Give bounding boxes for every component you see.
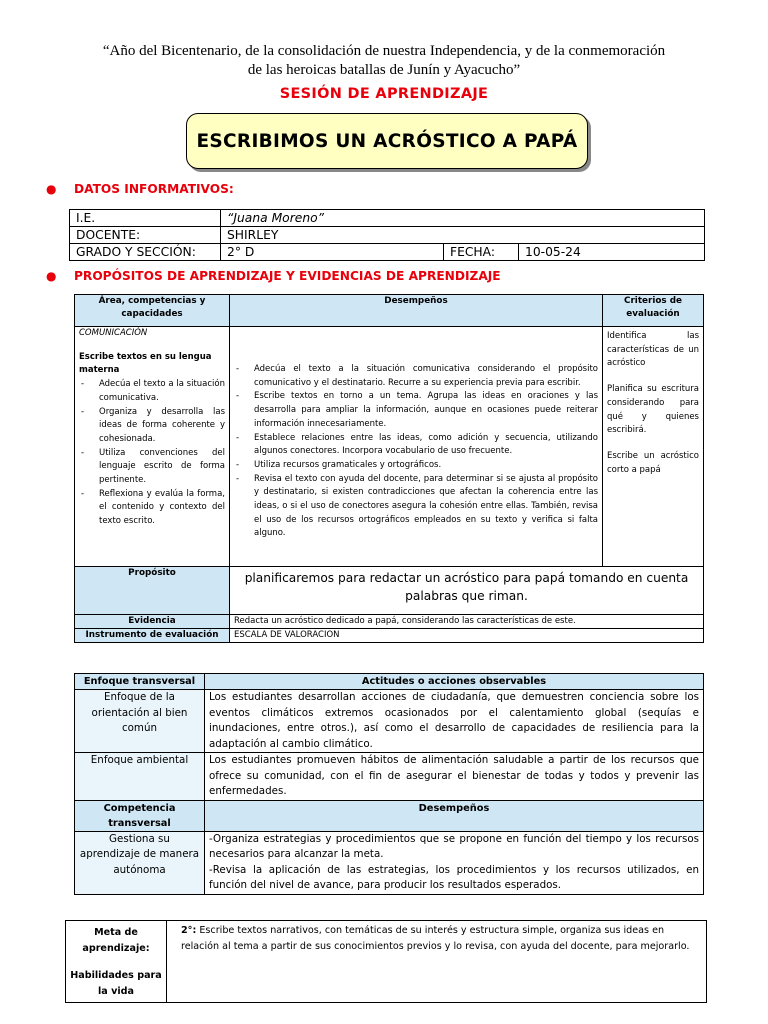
col-actitudes-header: Actitudes o acciones observables [205,674,704,690]
section-datos-heading [46,182,234,196]
evidencia-label: Evidencia [75,615,230,629]
motto [0,42,768,80]
proposito-label: Propósito [75,567,230,615]
meta-text-cell [167,921,707,1003]
competencia-name: Escribe textos en su lengua materna [79,351,212,376]
enfoques-table [74,673,704,895]
criterios-cell [603,327,704,567]
list-item: - Adecúa el texto a la situación comunicativa considerando el propósito comunicativo y el destinatario. Recurre a su experiencia previa para escribir. [234,363,598,390]
list-item: - Revisa el texto con ayuda del docente, para determinar si se ajusta al propósito y destinatario, si existen contradicciones que afectan la coherencia entre las ideas, o si el uso de conectores asegura la cohesión entre ellas. También, revisa el uso de los recursos ortográficos empleados en su texto y verifica si falta alguno. [234,473,598,542]
enfoque-name: Enfoque de la orientación al bien común [75,690,205,753]
motto-line-2: de las heroicas batallas de Junín y Ayacucho” [247,62,521,78]
section-propositos-heading [46,269,501,283]
section-datos-label: DATOS INFORMATIVOS: [74,182,234,196]
instrumento-label: Instrumento de evaluación [75,629,230,643]
meta-label-cell [66,921,167,1003]
list-item: - Organiza y desarrolla las ideas de forma coherente y cohesionada. [79,406,225,447]
list-item: - Establece relaciones entre las ideas, como adición y secuencia, utilizando algunos conectores. Incorpora vocabulario de uso frecuente. [234,432,598,459]
competencia-transversal-desempenos [205,831,704,894]
page-title: ESCRIBIMOS UN ACRÓSTICO A PAPÁ [186,113,588,169]
list-item: - Adecúa el texto a la situación comunicativa. [79,378,225,405]
desempeno-item: -Organiza estrategias y procedimientos que se propone en función del tiempo y los recursos necesarios para alcanzar la meta. [209,832,699,860]
list-item: - Utiliza convenciones del lenguaje escrito de forma pertinente. [79,447,225,488]
criterio-item: Escribe un acróstico corto a papá [607,450,699,475]
meta-text: Escribe textos narrativos, con temáticas de su interés y estructura simple, organiza sus ideas en relación al tema a partir de sus conocimientos previos y lo revisa, con ayuda del docente, para mejorarlo. [181,925,690,952]
area-name: COMUNICACIÓN [79,328,148,338]
fecha-value: 10-05-24 [519,244,705,261]
ie-value: “Juana Moreno” [221,210,705,227]
meta-grado: 2°: [181,925,197,936]
criterio-item: Identifica las características de un acróstico [607,331,699,369]
ie-label: I.E. [70,210,221,227]
list-item: - Escribe textos en torno a un tema. Agrupa las ideas en oraciones y las desarrolla para ampliar la información, aunque en ocasiones puede reiterar información innecesariamente. [234,390,598,431]
session-label: SESIÓN DE APRENDIZAJE [279,86,489,102]
enfoque-actitud: Los estudiantes promueven hábitos de alimentación saludable a partir de los recursos que ofrece su comunidad, con el fin de asegurar el bienestar de todas y todos y prevenir las enfermedades. [205,753,704,801]
competencia-transversal-name: Gestiona su aprendizaje de manera autónoma [75,831,205,894]
instrumento-value: ESCALA DE VALORACION [230,629,704,643]
meta-table [65,920,707,1003]
meta-label: Meta de aprendizaje: [82,927,150,954]
section-propositos-label: PROPÓSITOS DE APRENDIZAJE Y EVIDENCIAS DE APRENDIZAJE [74,269,501,283]
col-enfoque-header: Enfoque transversal [75,674,205,690]
col-desempenos-transversal-header: Desempeños [205,800,704,831]
proposito-value: planificaremos para redactar un acróstico para papá tomando en cuenta palabras que riman. [230,567,704,615]
datos-table [69,209,705,261]
desempenos-cell [230,327,603,567]
docente-label: DOCENTE: [70,227,221,244]
col-criterios-header: Criterios de evaluación [603,295,704,327]
grado-label: GRADO Y SECCIÓN: [70,244,221,261]
enfoque-actitud: Los estudiantes desarrollan acciones de ciudadanía, que demuestren conciencia sobre los eventos climáticos extremos ocasionados por el calentamiento global (sequías e inundaciones, entre otros.), así como el desarrollo de capacidades de resiliencia para la adaptación al cambio climático. [205,690,704,753]
col-competencia-header: Competencia transversal [75,800,205,831]
desempenos-list [234,363,598,541]
bullet-icon: ● [46,182,57,196]
grado-value: 2° D [221,244,444,261]
desempeno-item: -Revisa la aplicación de las estrategias, los procedimientos y los recursos utilizados, en función del nivel de avance, para producir los resultados esperados. [209,863,699,891]
col-area-header: Área, competencias y capacidades [75,295,230,327]
capacidades-list [79,378,225,529]
evidencia-value: Redacta un acróstico dedicado a papá, considerando las características de este. [230,615,704,629]
list-item: - Reflexiona y evalúa la forma, el contenido y contexto del texto escrito. [79,488,225,529]
motto-line-1: “Año del Bicentenario, de la consolidación de nuestra Independencia, y de la conmemoración [102,43,666,59]
docente-value: SHIRLEY [221,227,705,244]
bullet-icon: ● [46,269,57,283]
fecha-label: FECHA: [444,244,519,261]
propositos-table [74,294,704,643]
col-desempenos-header: Desempeños [230,295,603,327]
area-cell [75,327,230,567]
enfoque-name: Enfoque ambiental [75,753,205,801]
criterio-item: Planifica su escritura considerando para qué y quienes escribirá. [607,384,699,436]
list-item: - Utiliza recursos gramaticales y ortográficos. [234,459,598,473]
habilidades-label: Habilidades para la vida [70,970,162,997]
